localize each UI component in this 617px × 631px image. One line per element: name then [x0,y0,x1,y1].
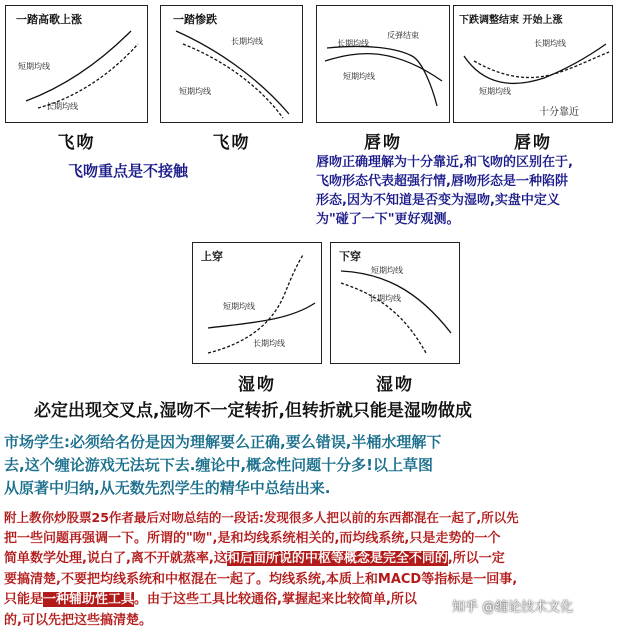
diagram-panel-chunwen-bottom [453,5,613,123]
chunwen-line: 为"碰了一下"更好观测。 [316,212,460,227]
very-close-label: 十分靠近 [539,107,579,118]
chunwen-line: 唇吻正确理解为十分靠近,和飞吻的区别在于, [316,155,573,170]
chunwen-description [316,153,616,229]
quote-line: 附上教你炒股票25作者最后对吻总结的一段话:发现很多人把以前的东西都混在一起了,所以先 [4,510,519,525]
panel-title: 下跌调整结束 开始上涨 [459,15,563,26]
quote-line [4,549,616,570]
short-ma-label: 短期均线 [479,87,511,96]
quote-fragment: 只能是 [4,592,44,607]
short-ma-label: 短期均线 [343,72,375,81]
long-ma-label: 长期均线 [253,339,285,348]
quote-line: 的,可以先把这些搞清楚。 [4,612,152,628]
moving-average-curves [161,6,303,123]
diagram-panel-shiwen-up [192,242,322,364]
moving-average-curves [317,6,450,123]
panel-title: 一踏惨跌 [173,13,217,26]
shiwen-key-note: 必定出现交叉点,湿吻不一定转折,但转折就只能是湿吻做成 [34,401,472,421]
short-ma-label: 短期均线 [223,302,255,311]
panel-title: 一踏高歌上涨 [16,13,82,26]
caption-shiwen-1: 湿吻 [238,375,276,395]
panel-title: 上穿 [201,250,223,263]
diagram-panel-shiwen-down [330,242,460,364]
market-line: 去,这个缠论游戏无法玩下去.缠论中,概念性问题十分多!以上草图 [4,456,433,474]
quote-line: 要搞清楚,不要把均线系统和中枢混在一起了。均线系统,本质上和MACD等指标是一回事, [4,571,518,587]
long-ma-label: 长期均线 [369,294,401,303]
market-line: 从原著中归纳,从无数先烈学生的精华中总结出来. [4,479,331,497]
long-ma-label: 长期均线 [534,39,566,48]
caption-feiwen-2: 飞吻 [212,133,251,153]
market-line: 市场学生:必须给名份是因为理解要么正确,要么错误,半桶水理解下 [4,433,442,451]
highlighted-fragment: 和后面所说的中枢等概念是完全不同的 [226,551,448,566]
diagram-panel-feiwen-down [160,5,303,123]
panel-title: 下穿 [339,250,361,263]
chunwen-line: 形态,因为不知道是否变为湿吻,实盘中定义 [316,193,560,208]
short-ma-label: 短期均线 [179,87,211,96]
quote-fragment: 。由于这些工具比较通俗,掌握起来比较简单,所以 [134,592,417,607]
zhihu-watermark: 知乎 @缠论技术文化 [452,600,574,615]
chunwen-line: 飞吻形态代表超强行情,唇吻形态是一种陷阱 [316,174,568,189]
caption-shiwen-2: 湿吻 [376,375,414,395]
caption-chunwen-2: 唇吻 [514,133,552,153]
caption-chunwen-1: 唇吻 [364,133,402,153]
long-ma-label: 长期均线 [337,39,369,48]
long-ma-label: 长期均线 [231,37,263,46]
quote-line: 把一些问题再强调一下。所谓的"吻",是和均线系统相关的,而均线系统,只是走势的一个 [4,530,501,546]
rebound-end-label: 反弹结束 [387,31,419,40]
short-ma-label: 短期均线 [371,266,403,275]
highlighted-fragment: 一种辅助性工具 [43,592,135,607]
short-ma-label: 短期均线 [18,62,50,71]
caption-feiwen-1: 飞吻 [57,133,96,153]
quote-fragment: 简单数学处理,说白了,离不开就蒸率,这 [4,551,227,566]
feiwen-key-note: 飞吻重点是不接触 [68,162,189,180]
diagram-panel-chunwen-top [316,5,450,123]
moving-average-curves [454,6,613,123]
long-ma-label: 长期均线 [46,102,78,111]
quote-fragment: ,所以一定 [447,551,505,566]
market-student-note [4,431,616,500]
diagram-panel-feiwen-up [5,5,148,123]
